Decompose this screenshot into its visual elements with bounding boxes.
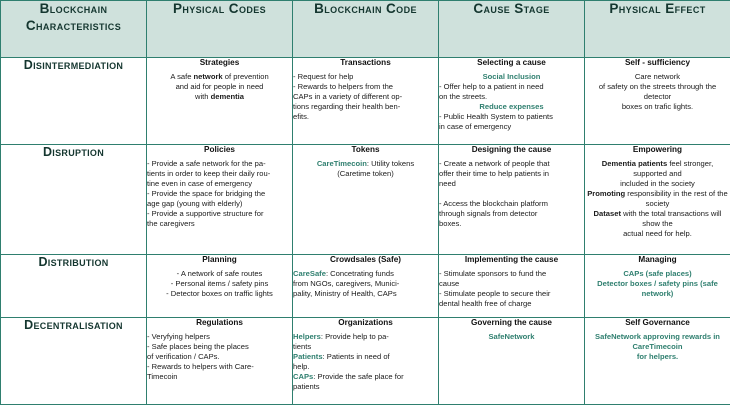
cell-disruption-physical-codes	[147, 144, 293, 254]
column-header-cause-stage: Cause Stage	[439, 1, 585, 58]
cell-title: Designing the cause	[471, 144, 552, 154]
row-label-distribution: Distribution	[1, 254, 147, 318]
cell-title: Transactions	[340, 58, 391, 67]
cell-disintermediation-cause-stage	[439, 58, 585, 145]
cell-body: - Request for help - Rewards to helpers from the CAPs in a variety of different op- tions regarding their health ben- efits.	[293, 71, 403, 121]
cell-body: Dementia patients feel stronger, supported and included in the society Promoting responsibility in the rest of the society Dataset with the total transactions will show the actual need for help.	[587, 158, 728, 238]
cell-distribution-physical-codes	[147, 254, 293, 318]
table-row	[1, 318, 730, 405]
cell-title: Managing	[638, 254, 677, 264]
cell-title: Planning	[202, 254, 237, 264]
cell-body: - Provide a safe network for the pa- tients in order to keep their daily rou- tine even in case of emergency - Provide the space for bridging the age gap (young with elderly) - Provide a supportive structure for the caregivers	[147, 158, 271, 228]
cell-title: Self - sufficiency	[624, 58, 691, 67]
cell-title: Selecting a cause	[477, 58, 546, 67]
cell-decentralisation-cause-stage	[439, 318, 585, 405]
cell-body: Social Inclusion - Offer help to a patient in need on the streets. Reduce expenses - Public Health System to patients in case of emergency	[439, 71, 553, 131]
table-header-row	[1, 1, 730, 58]
cell-disintermediation-blockchain-code	[293, 58, 439, 145]
cell-title: Empowering	[632, 144, 683, 154]
row-label-disintermediation: Disintermediation	[1, 58, 147, 145]
cell-body: - Stimulate sponsors to fund the cause - Stimulate people to secure their dental health free of charge	[439, 268, 551, 308]
cell-body: - Create a network of people that offer their time to help patients in need - Access the blockchain platform through signals from detector boxes.	[439, 158, 550, 228]
cell-disintermediation-physical-codes	[147, 58, 293, 145]
table-row	[1, 58, 730, 145]
cell-distribution-cause-stage	[439, 254, 585, 318]
cell-title: Self Governance	[625, 318, 690, 328]
column-header-physical-codes: Physical Codes	[147, 1, 293, 58]
cell-body: - Veryfying helpers - Safe places being the places of verification / CAPs. - Rewards to helpers with Care- Timecoin	[147, 332, 254, 382]
cell-title: Regulations	[196, 318, 243, 328]
cell-body: CareTimecoin: Utility tokens (Caretime token)	[316, 158, 415, 178]
cell-title: Policies	[204, 144, 235, 154]
row-label-disruption: Disruption	[1, 144, 147, 254]
cell-disruption-cause-stage	[439, 144, 585, 254]
column-header-blockchain-code: Blockchain Code	[293, 1, 439, 58]
cell-decentralisation-physical-effect	[585, 318, 730, 405]
cell-disintermediation-physical-effect	[585, 58, 730, 145]
table-row	[1, 144, 730, 254]
row-label-decentralisation: Decentralisation	[1, 318, 147, 405]
cell-title: Organizations	[338, 318, 393, 328]
cell-body: Care network of safety on the streets through the detector boxes on trafic lights.	[598, 71, 717, 111]
cell-distribution-blockchain-code	[293, 254, 439, 318]
cell-disruption-physical-effect	[585, 144, 730, 254]
cell-title: Strategies	[199, 58, 240, 67]
cell-title: Tokens	[351, 144, 380, 154]
cell-body: - A network of safe routes - Personal items / safety pins - Detector boxes on traffic lights	[166, 268, 273, 298]
cell-distribution-physical-effect	[585, 254, 730, 318]
cell-decentralisation-physical-codes	[147, 318, 293, 405]
cell-body: SafeNetwork approving rewards in CareTimecoin for helpers.	[595, 332, 720, 362]
column-header-blockchain-characteristics: Blockchain Characteristics	[1, 1, 147, 58]
cell-title: Implementing the cause	[464, 254, 559, 264]
cell-body: CAPs (safe places) Detector boxes / safety pins (safe network)	[597, 268, 718, 298]
cell-title: Crowdsales (Safe)	[330, 254, 401, 264]
cell-decentralisation-blockchain-code	[293, 318, 439, 405]
cell-body: CareSafe: Concetrating funds from NGOs, caregivers, Munici- pality, Ministry of Health, CAPs	[293, 268, 400, 298]
cell-disruption-blockchain-code	[293, 144, 439, 254]
cell-title: Governing the cause	[471, 318, 552, 328]
cell-body: SafeNetwork	[488, 332, 535, 342]
cell-body: A safe network of prevention and aid for people in need with dementia	[170, 71, 269, 101]
cell-body: Helpers: Provide help to pa- tients Patients: Patients in need of help. CAPs: Provide the safe place for patients	[293, 332, 404, 392]
table-row	[1, 254, 730, 318]
column-header-physical-effect: Physical Effect	[585, 1, 730, 58]
